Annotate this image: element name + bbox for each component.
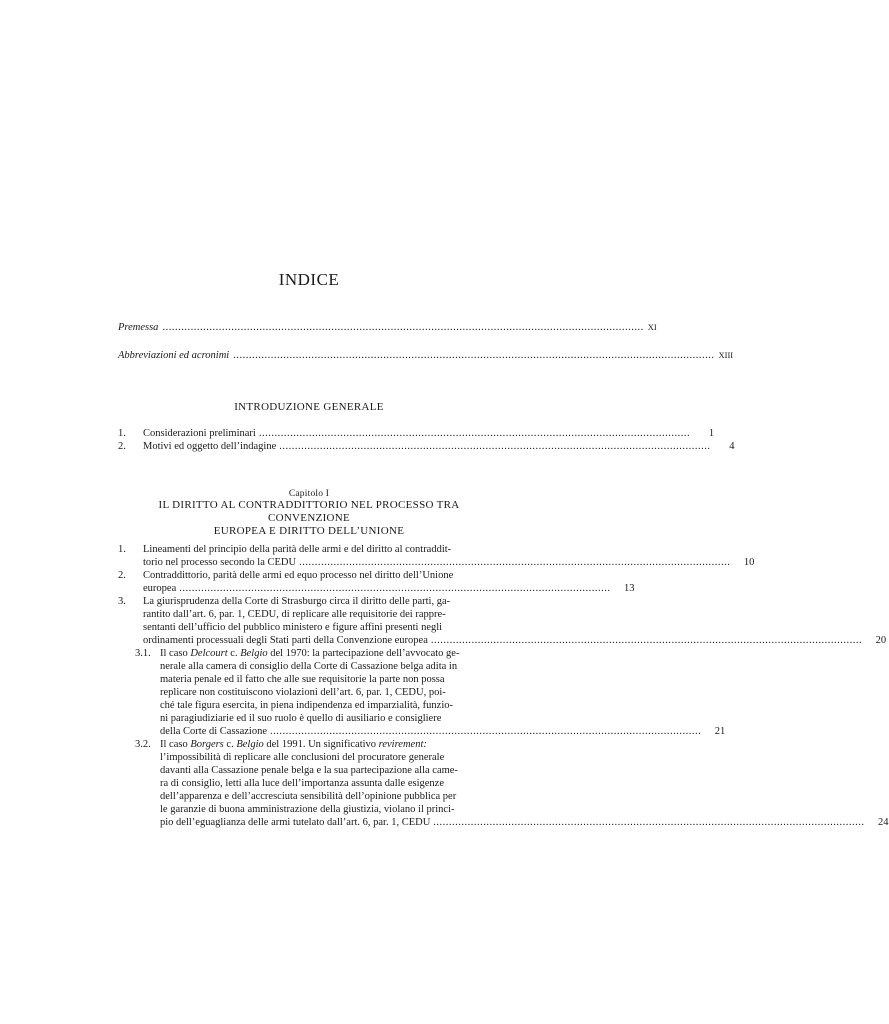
entry-page: 20 (875, 635, 887, 646)
entry-line: l’impossibilità di replicare alle conclusioni del procuratore generale (160, 752, 445, 763)
entry-line: nerale alla camera di consiglio della Corte di Cassazione belga adita in (160, 661, 458, 672)
case-name: Delcourt (190, 648, 228, 659)
entry-line (160, 738, 865, 751)
entry-line: Lineamenti del principio della parità delle armi e del diritto al contraddit- (143, 544, 452, 555)
toc-subentry-3-1[interactable] (118, 647, 726, 738)
entry-number: 2. (118, 441, 126, 452)
toc-entry-premessa[interactable] (118, 322, 657, 336)
leader-dots: .......................................................................................................................................... (179, 583, 611, 594)
intro-heading: INTRODUZIONE GENERALE (234, 401, 384, 413)
leader-dots: .......................................................................................................................................... (299, 557, 731, 568)
entry-text: Considerazioni preliminari (143, 428, 256, 439)
entry-line: dell’apparenza e dell’accresciuta sensibilità dell’opinione pubblica per (160, 791, 457, 802)
entry-page: 13 (623, 583, 635, 594)
entry-line-last: ordinamenti processuali degli Stati parti della Convenzione europea (143, 635, 428, 646)
entry-page: 21 (714, 726, 726, 737)
entry-number: 1. (118, 428, 126, 439)
leader-dots: .......................................................................................................................................... (430, 635, 863, 646)
toc-entry-label: Abbreviazioni ed acronimi (118, 350, 230, 361)
leader-dots: .......................................................................................................................................................... (233, 350, 715, 361)
entry-number: 3. (118, 596, 126, 607)
case-name: Borgers (190, 739, 224, 750)
entry-number: 3.2. (135, 739, 151, 750)
entry-number: 2. (118, 570, 126, 581)
entry-line: ché tale figura esercita, in piena indipendenza ed imparzialità, funzio- (160, 700, 453, 711)
entry-number: 3.1. (135, 648, 151, 659)
case-country: Belgio (236, 739, 264, 750)
entry-page: 4 (729, 441, 735, 452)
case-italic-tail: revirement: (378, 739, 427, 750)
leader-dots: .......................................................................................................................................... (433, 817, 865, 828)
entry-line: La giurisprudenza della Corte di Strasburgo circa il diritto delle parti, ga- (143, 596, 451, 607)
chapter-entries (118, 543, 889, 829)
toc-entry-abbreviazioni[interactable] (118, 350, 734, 364)
case-country: Belgio (240, 648, 268, 659)
entry-page: 1 (708, 428, 715, 439)
entry-text: Motivi ed oggetto dell’indagine (143, 441, 277, 452)
case-vs: c. (226, 739, 234, 750)
chapter-title-line1: IL DIRITTO AL CONTRADDITTORIO NEL PROCESSO TRA CONVENZIONE (158, 499, 460, 524)
toc-entry-label: Premessa (118, 322, 159, 333)
toc-entry[interactable] (118, 569, 635, 595)
chapter-heading (118, 489, 500, 538)
entry-line-last: della Corte di Cassazione (160, 726, 268, 737)
leader-dots: .......................................................................................................................................................... (162, 322, 644, 333)
toc-subentry-3-2[interactable] (118, 738, 889, 829)
entry-line: materia penale ed il fatto che alle sue requisitorie la parte non possa (160, 674, 445, 685)
entry-page: 24 (878, 817, 889, 828)
entry-line: ni paragiudiziarie ed il suo ruolo è quello di ausiliario e consigliere (160, 713, 442, 724)
entry-line: replicare non costituiscono violazioni dell’art. 6, par. 1, CEDU, poi- (160, 687, 446, 698)
entry-line-last: europea (143, 583, 177, 594)
page-title: INDICE (278, 270, 340, 289)
entry-line: sentanti dell’ufficio del pubblico ministero e figure affini presenti negli (143, 622, 443, 633)
entry-line-last: pio dell’eguaglianza delle armi tutelato dall’art. 6, par. 1, CEDU (160, 817, 431, 828)
entry-page: 10 (743, 557, 755, 568)
entry-line: Contraddittorio, parità delle armi ed equo processo nel diritto dell’Unione (143, 570, 454, 581)
case-vs: c. (230, 648, 238, 659)
case-rest: del 1970: la partecipazione dell’avvocato ge- (270, 648, 460, 659)
entry-line: ra di consiglio, letti alla luce dell’importanza assunta dalle esigenze (160, 778, 444, 789)
entry-line: le garanzie di buona amministrazione della giustizia, violano il princi- (160, 804, 455, 815)
leader-dots: .......................................................................................................................................... (270, 726, 702, 737)
toc-entry-page: XI (647, 322, 657, 332)
chapter-title-line2: EUROPEA E DIRITTO DELL’UNIONE (213, 525, 405, 537)
leader-dots: .......................................................................................................................................... (279, 441, 711, 452)
case-intro: Il caso (160, 648, 188, 659)
toc-entry[interactable] (118, 595, 887, 647)
entry-line: rantito dall’art. 6, par. 1, CEDU, di replicare alle requisitorie dei rappre- (143, 609, 446, 620)
intro-entries (118, 427, 735, 453)
toc-entry[interactable] (118, 543, 755, 569)
entry-line (160, 647, 701, 660)
chapter-label: Capitolo I (288, 489, 330, 499)
entry-number: 1. (118, 544, 126, 555)
case-rest: del 1991. Un significativo (266, 739, 377, 750)
toc-entry-page: XIII (718, 350, 734, 360)
toc-entry[interactable] (118, 427, 715, 440)
leader-dots: .......................................................................................................................................... (258, 428, 691, 439)
entry-line: davanti alla Cassazione penale belga e la sua partecipazione alla came- (160, 765, 458, 776)
toc-entry[interactable] (118, 440, 735, 453)
entry-line-last: torio nel processo secondo la CEDU (143, 557, 297, 568)
case-intro: Il caso (160, 739, 188, 750)
